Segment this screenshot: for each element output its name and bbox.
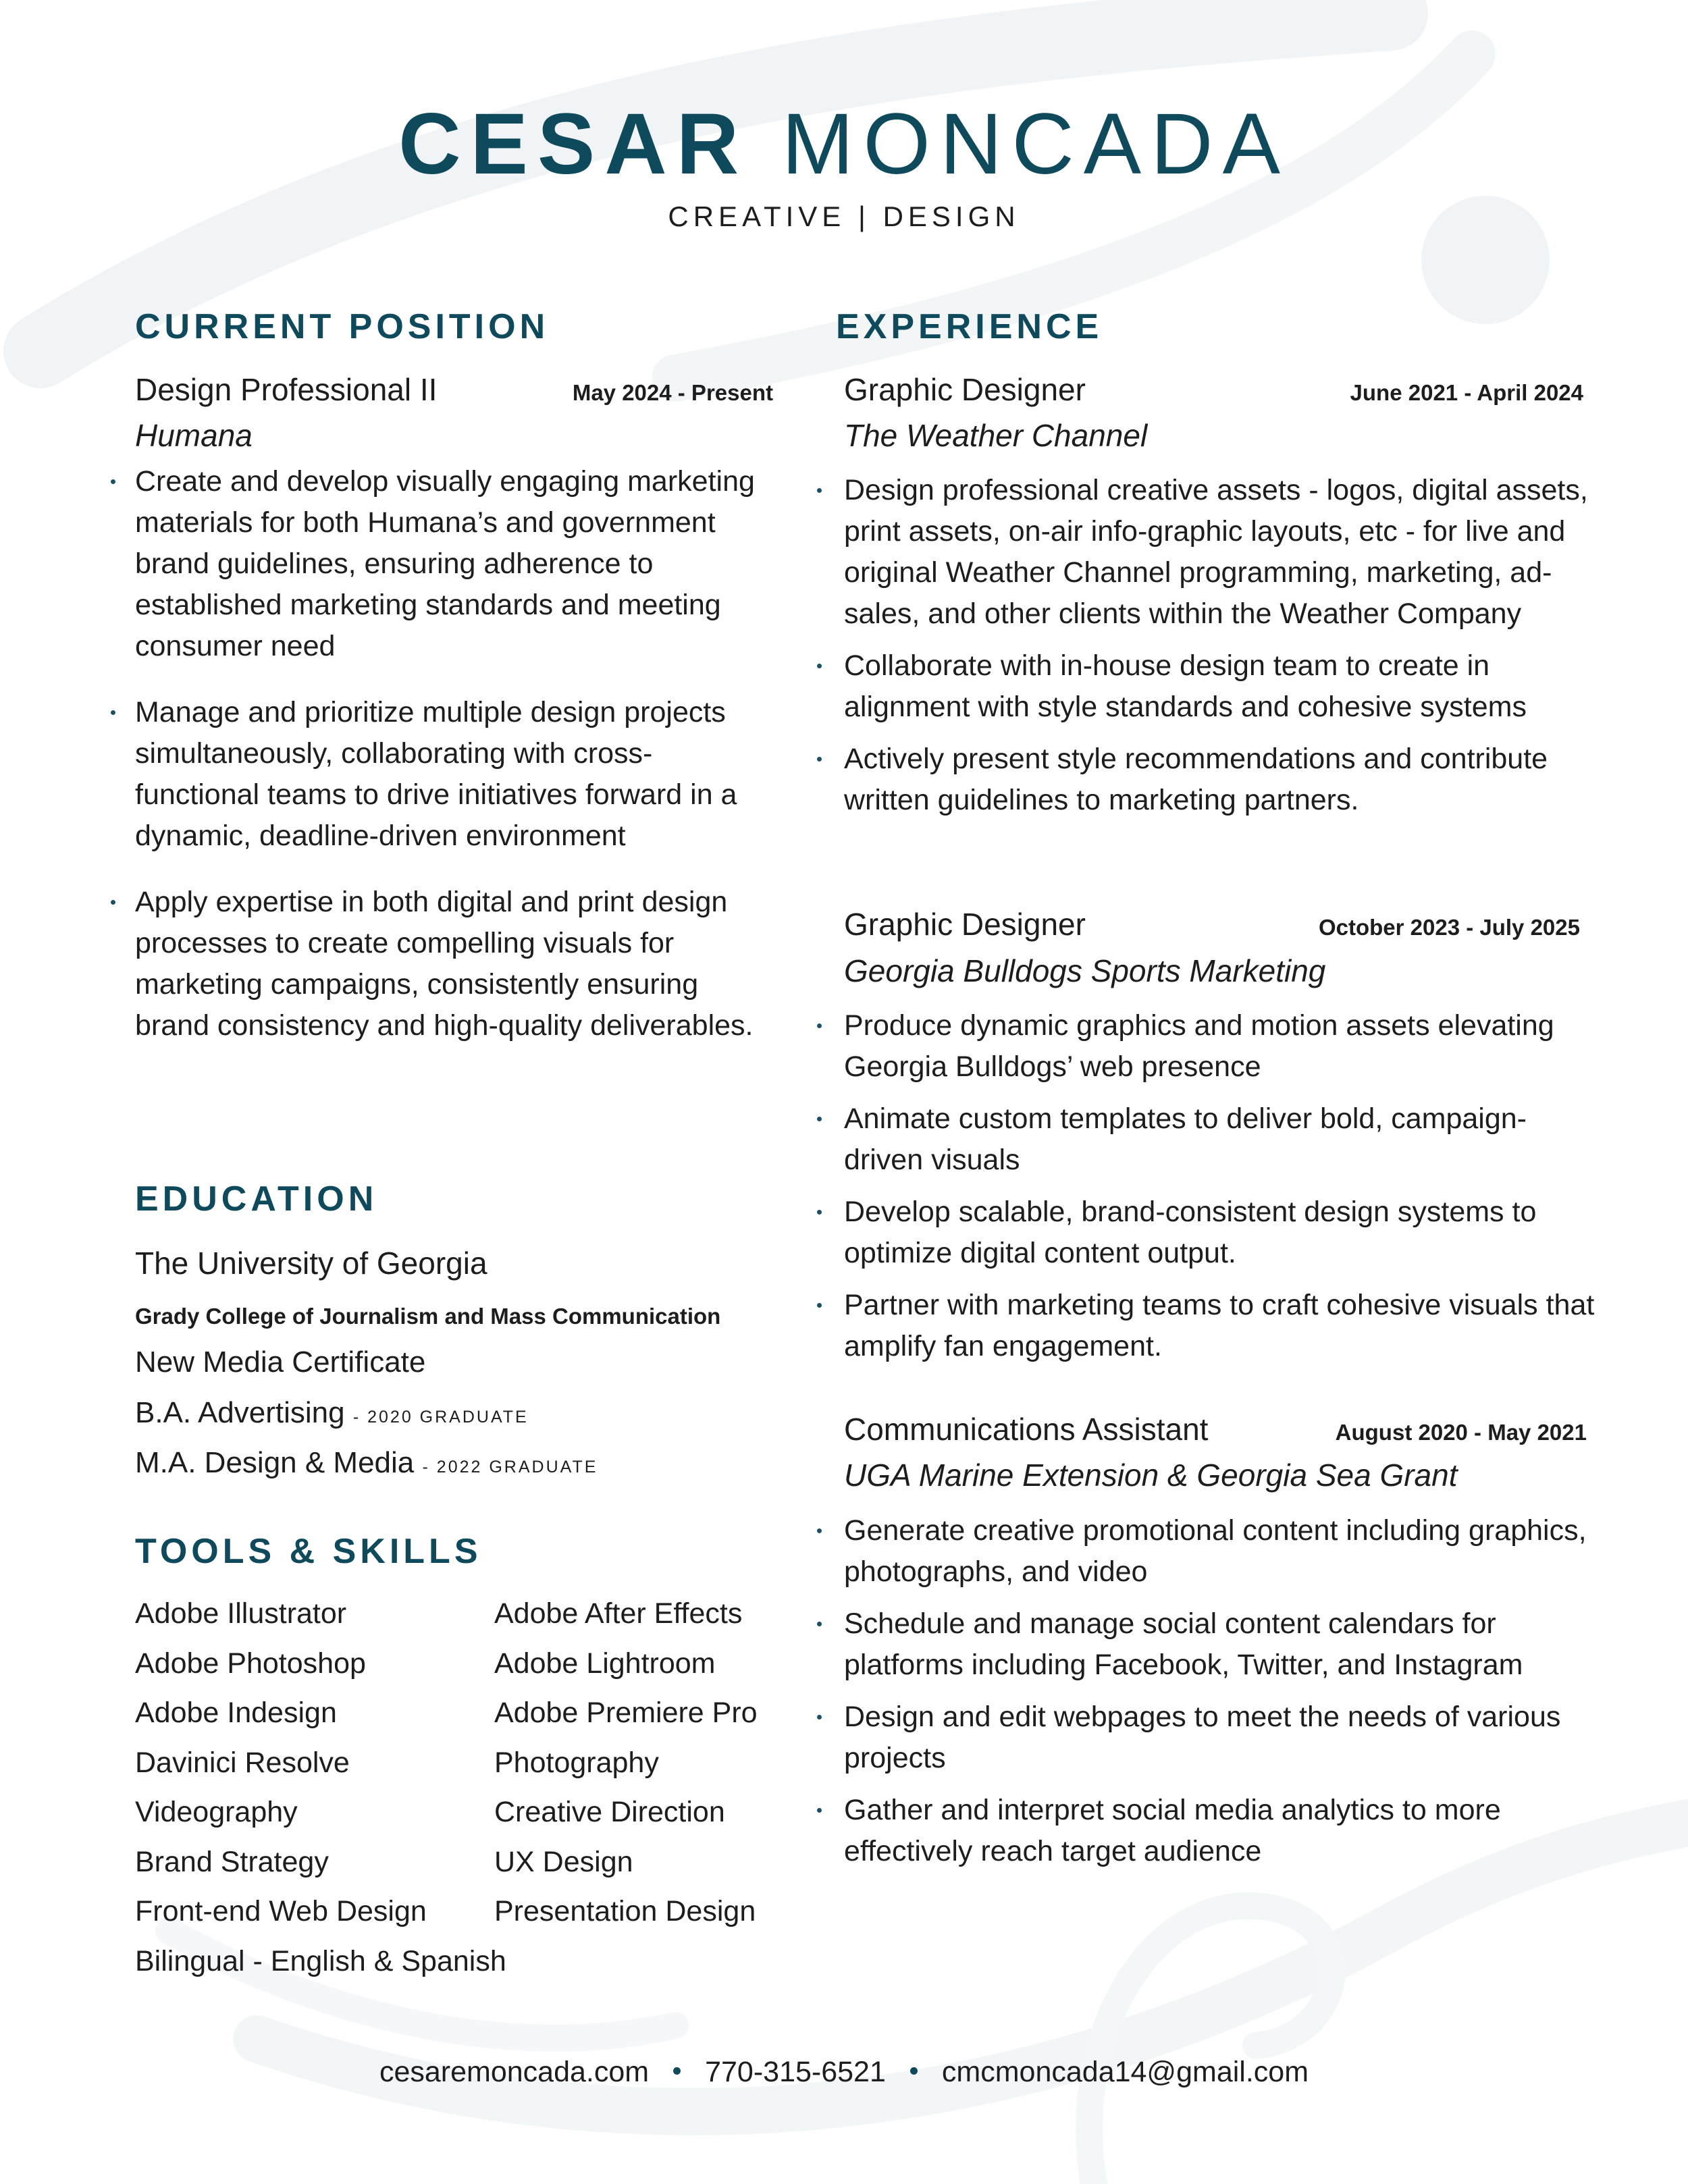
skills-list-left — [135, 1589, 506, 1986]
education-degree-ba — [135, 1398, 529, 1428]
education-heading: EDUCATION — [135, 1179, 378, 1219]
job-title: Graphic Designer — [844, 372, 1086, 407]
skill-item: Adobe Indesign — [135, 1697, 337, 1729]
skills-list-right — [494, 1589, 758, 1937]
list-item: Design professional creative assets - logos, digital assets, print assets, on-air info-graphic layouts, etc - for live and original Weather Channel programming, marketing, ad-sales, and other clients within the Weather Company — [844, 470, 1600, 635]
skill-item: Adobe Premiere Pro — [494, 1697, 758, 1729]
job-title: Graphic Designer — [844, 907, 1086, 942]
skill-item: Photography — [494, 1746, 659, 1779]
degree-graduation-note: - 2020 GRADUATE — [352, 1408, 529, 1427]
first-name: CESAR — [398, 96, 749, 192]
list-item: Manage and prioritize multiple design projects simultaneously, collaborating with cross-functional teams to drive initiatives forward in a dynamic, deadline-driven environment — [135, 692, 776, 857]
job-bullets — [844, 470, 1600, 821]
list-item: Apply expertise in both digital and print design processes to create compelling visuals for marketing campaigns, consistently ensuring brand consistency and high-quality deliverables. — [135, 882, 776, 1046]
job-company: UGA Marine Extension & Georgia Sea Grant — [844, 1458, 1458, 1493]
current-company — [135, 420, 253, 451]
list-item: Produce dynamic graphics and motion assets elevating Georgia Bulldogs’ web presence — [844, 1005, 1600, 1088]
contact-footer — [0, 2058, 1688, 2087]
skill-item: Creative Direction — [494, 1796, 725, 1828]
list-item: Schedule and manage social content calendars for platforms including Facebook, Twitter, and Instagram — [844, 1603, 1600, 1686]
list-item: Develop scalable, brand-consistent design systems to optimize digital content output. — [844, 1192, 1600, 1274]
skill-item: Davinici Resolve — [135, 1746, 350, 1779]
list-item: Create and develop visually engaging marketing materials for both Humana’s and government brand guidelines, ensuring adherence to established marketing standards and meeting consumer need — [135, 461, 776, 667]
candidate-name — [0, 96, 1688, 192]
list-item: Generate creative promotional content including graphics, photographs, and video — [844, 1510, 1600, 1593]
job-company: Georgia Bulldogs Sports Marketing — [844, 953, 1326, 988]
current-job-dates: May 2024 - Present — [572, 380, 773, 405]
job-bullets — [844, 1510, 1600, 1872]
skill-item: Videography — [135, 1796, 298, 1828]
degree-name: M.A. Design & Media — [135, 1446, 415, 1479]
skill-item: Adobe Lightroom — [494, 1647, 716, 1680]
job-dates: June 2021 - April 2024 — [1350, 380, 1583, 405]
phone-number[interactable]: 770-315-6521 — [705, 2056, 886, 2088]
current-position-bullets — [135, 461, 776, 1046]
current-position-heading: CURRENT POSITION — [135, 307, 550, 346]
separator-dot — [673, 2067, 681, 2075]
skill-item: Presentation Design — [494, 1895, 756, 1927]
tools-skills-heading: TOOLS & SKILLS — [135, 1532, 482, 1571]
current-job-title: Design Professional II — [135, 372, 438, 407]
list-item: Design and edit webpages to meet the needs of various projects — [844, 1697, 1600, 1779]
skill-item: Adobe Photoshop — [135, 1647, 366, 1680]
skill-item: UX Design — [494, 1845, 633, 1878]
education-certificate: New Media Certificate — [135, 1346, 426, 1379]
job-company: The Weather Channel — [844, 418, 1148, 453]
degree-name: B.A. Advertising — [135, 1396, 345, 1429]
list-item: Gather and interpret social media analytics to more effectively reach target audience — [844, 1790, 1600, 1872]
skill-item: Front-end Web Design — [135, 1895, 427, 1927]
header-subtitle: CREATIVE | DESIGN — [668, 201, 1020, 232]
job-dates: August 2020 - May 2021 — [1335, 1420, 1587, 1445]
education-degree-ma — [135, 1448, 598, 1478]
list-item: Collaborate with in-house design team to create in alignment with style standards and cohesive systems — [844, 645, 1600, 728]
job-bullets — [844, 1005, 1600, 1367]
degree-graduation-note: - 2022 GRADUATE — [422, 1458, 598, 1476]
job-title: Communications Assistant — [844, 1412, 1209, 1447]
skill-item: Bilingual - English & Spanish — [135, 1944, 506, 1977]
skill-item: Brand Strategy — [135, 1845, 329, 1878]
education-school: The University of Georgia — [135, 1246, 487, 1281]
education-college: Grady College of Journalism and Mass Communication — [135, 1304, 721, 1329]
skill-item: Adobe Illustrator — [135, 1597, 347, 1630]
job-dates: October 2023 - July 2025 — [1318, 915, 1580, 940]
list-item: Actively present style recommendations and contribute written guidelines to marketing partners. — [844, 739, 1600, 821]
separator-dot — [910, 2067, 918, 2075]
experience-heading: EXPERIENCE — [836, 307, 1103, 346]
list-item: Partner with marketing teams to craft cohesive visuals that amplify fan engagement. — [844, 1285, 1600, 1367]
email-link[interactable]: cmcmoncada14@gmail.com — [941, 2056, 1309, 2088]
last-name: MONCADA — [781, 96, 1290, 192]
skill-item: Adobe After Effects — [494, 1597, 743, 1630]
list-item: Animate custom templates to deliver bold, campaign-driven visuals — [844, 1098, 1600, 1181]
current-company-name: Humana — [135, 418, 253, 453]
website-link[interactable]: cesaremoncada.com — [379, 2056, 650, 2088]
